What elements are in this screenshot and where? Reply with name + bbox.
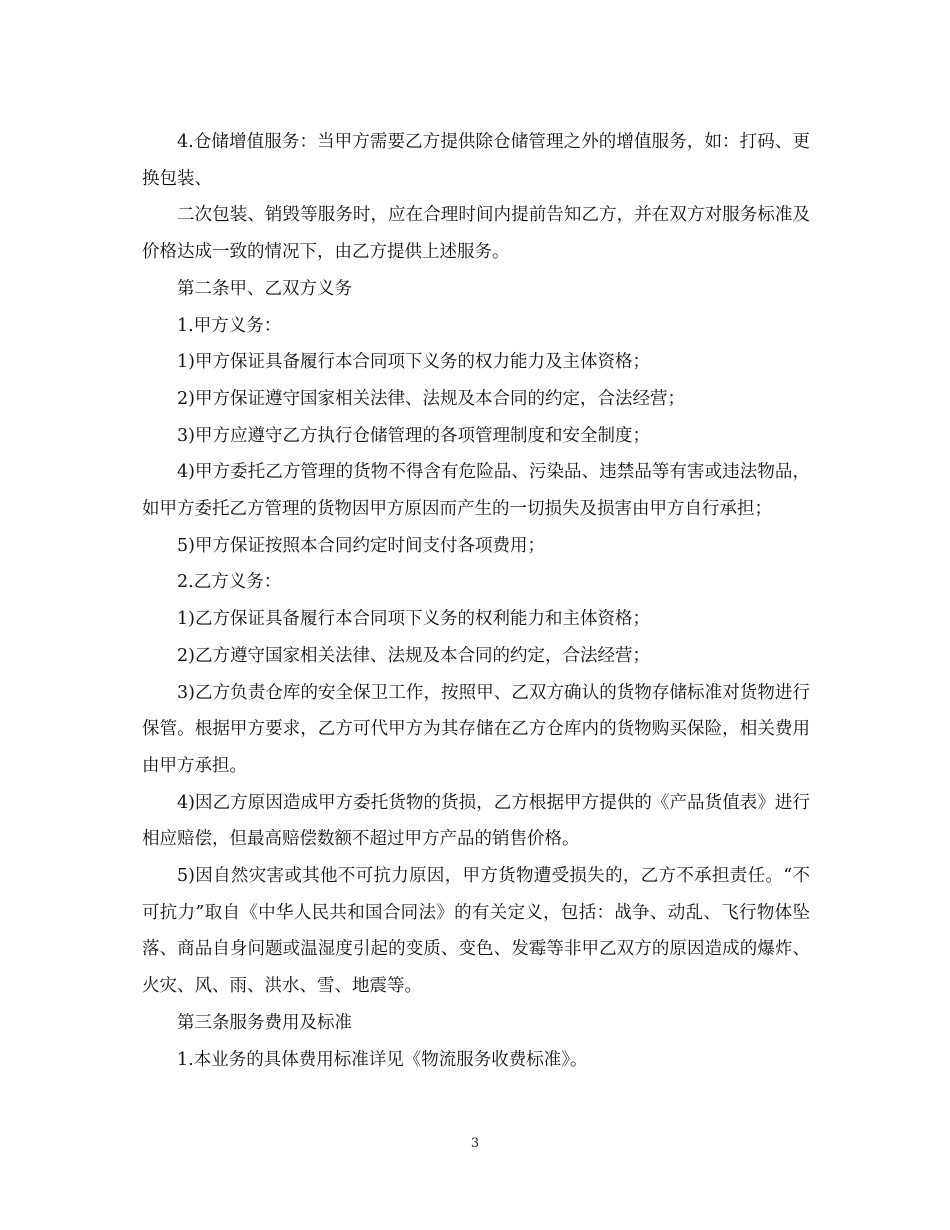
paragraph-value-added-services: 4.仓储增值服务：当甲方需要乙方提供除仓储管理之外的增值服务，如：打码、更换包装、 — [142, 132, 810, 189]
page-number: 3 — [470, 1136, 480, 1151]
section-heading-fees: 第三条服务费用及标准 — [177, 1012, 352, 1033]
list-item-party-b-3: 3)乙方负责仓库的安全保卫工作，按照甲、乙双方确认的货物存储标准对货物进行保管。根据甲方要求，乙方可代甲方为其存储在乙方仓库内的货物购买保险，相关费用由甲方承担。 — [142, 682, 810, 776]
list-item-party-b-1: 1)乙方保证具备履行本合同项下义务的权利能力和主体资格； — [177, 609, 650, 630]
list-item-party-a-3: 3)甲方应遵守乙方执行仓储管理的各项管理制度和安全制度； — [177, 425, 650, 446]
section-heading-obligations: 第二条甲、乙双方义务 — [177, 278, 352, 299]
paragraph-value-added-services-cont: 二次包装、销毁等服务时，应在合理时间内提前告知乙方，并在双方对服务标准及价格达成一致的情况下，由乙方提供上述服务。 — [142, 205, 810, 263]
document-body — [142, 124, 810, 1078]
subheading-party-b-obligations: 2.乙方义务： — [177, 572, 282, 593]
list-item-party-a-2: 2)甲方保证遵守国家相关法律、法规及本合同的约定，合法经营； — [177, 388, 685, 409]
list-item-party-a-4: 4)甲方委托乙方管理的货物不得含有危险品、污染品、违禁品等有害或违法物品，如甲方委托乙方管理的货物因甲方原因而产生的一切损失及损害由甲方自行承担； — [142, 462, 810, 520]
list-item-party-a-1: 1)甲方保证具备履行本合同项下义务的权力能力及主体资格； — [177, 352, 650, 373]
list-item-party-b-5: 5)因自然灾害或其他不可抗力原因，甲方货物遭受损失的，乙方不承担责任。“不可抗力”取自《中华人民共和国合同法》的有关定义，包括：战争、动乱、飞行物体坠落、商品自身问题或温湿度引起的变质、变色、发霉等非甲乙双方的原因造成的爆炸、火灾、风、雨、洪水、雪、地震等。 — [142, 866, 810, 997]
list-item-party-a-5: 5)甲方保证按照本合同约定时间支付各项费用； — [177, 535, 545, 556]
list-item-fees-1: 1.本业务的具体费用标准详见《物流服务收费标准》。 — [177, 1049, 588, 1070]
list-item-party-b-4: 4)因乙方原因造成甲方委托货物的货损，乙方根据甲方提供的《产品货值表》进行相应赔偿，但最高赔偿数额不超过甲方产品的销售价格。 — [142, 792, 810, 850]
list-item-party-b-2: 2)乙方遵守国家相关法律、法规及本合同的约定，合法经营； — [177, 645, 650, 666]
subheading-party-a-obligations: 1.甲方义务： — [177, 315, 282, 336]
